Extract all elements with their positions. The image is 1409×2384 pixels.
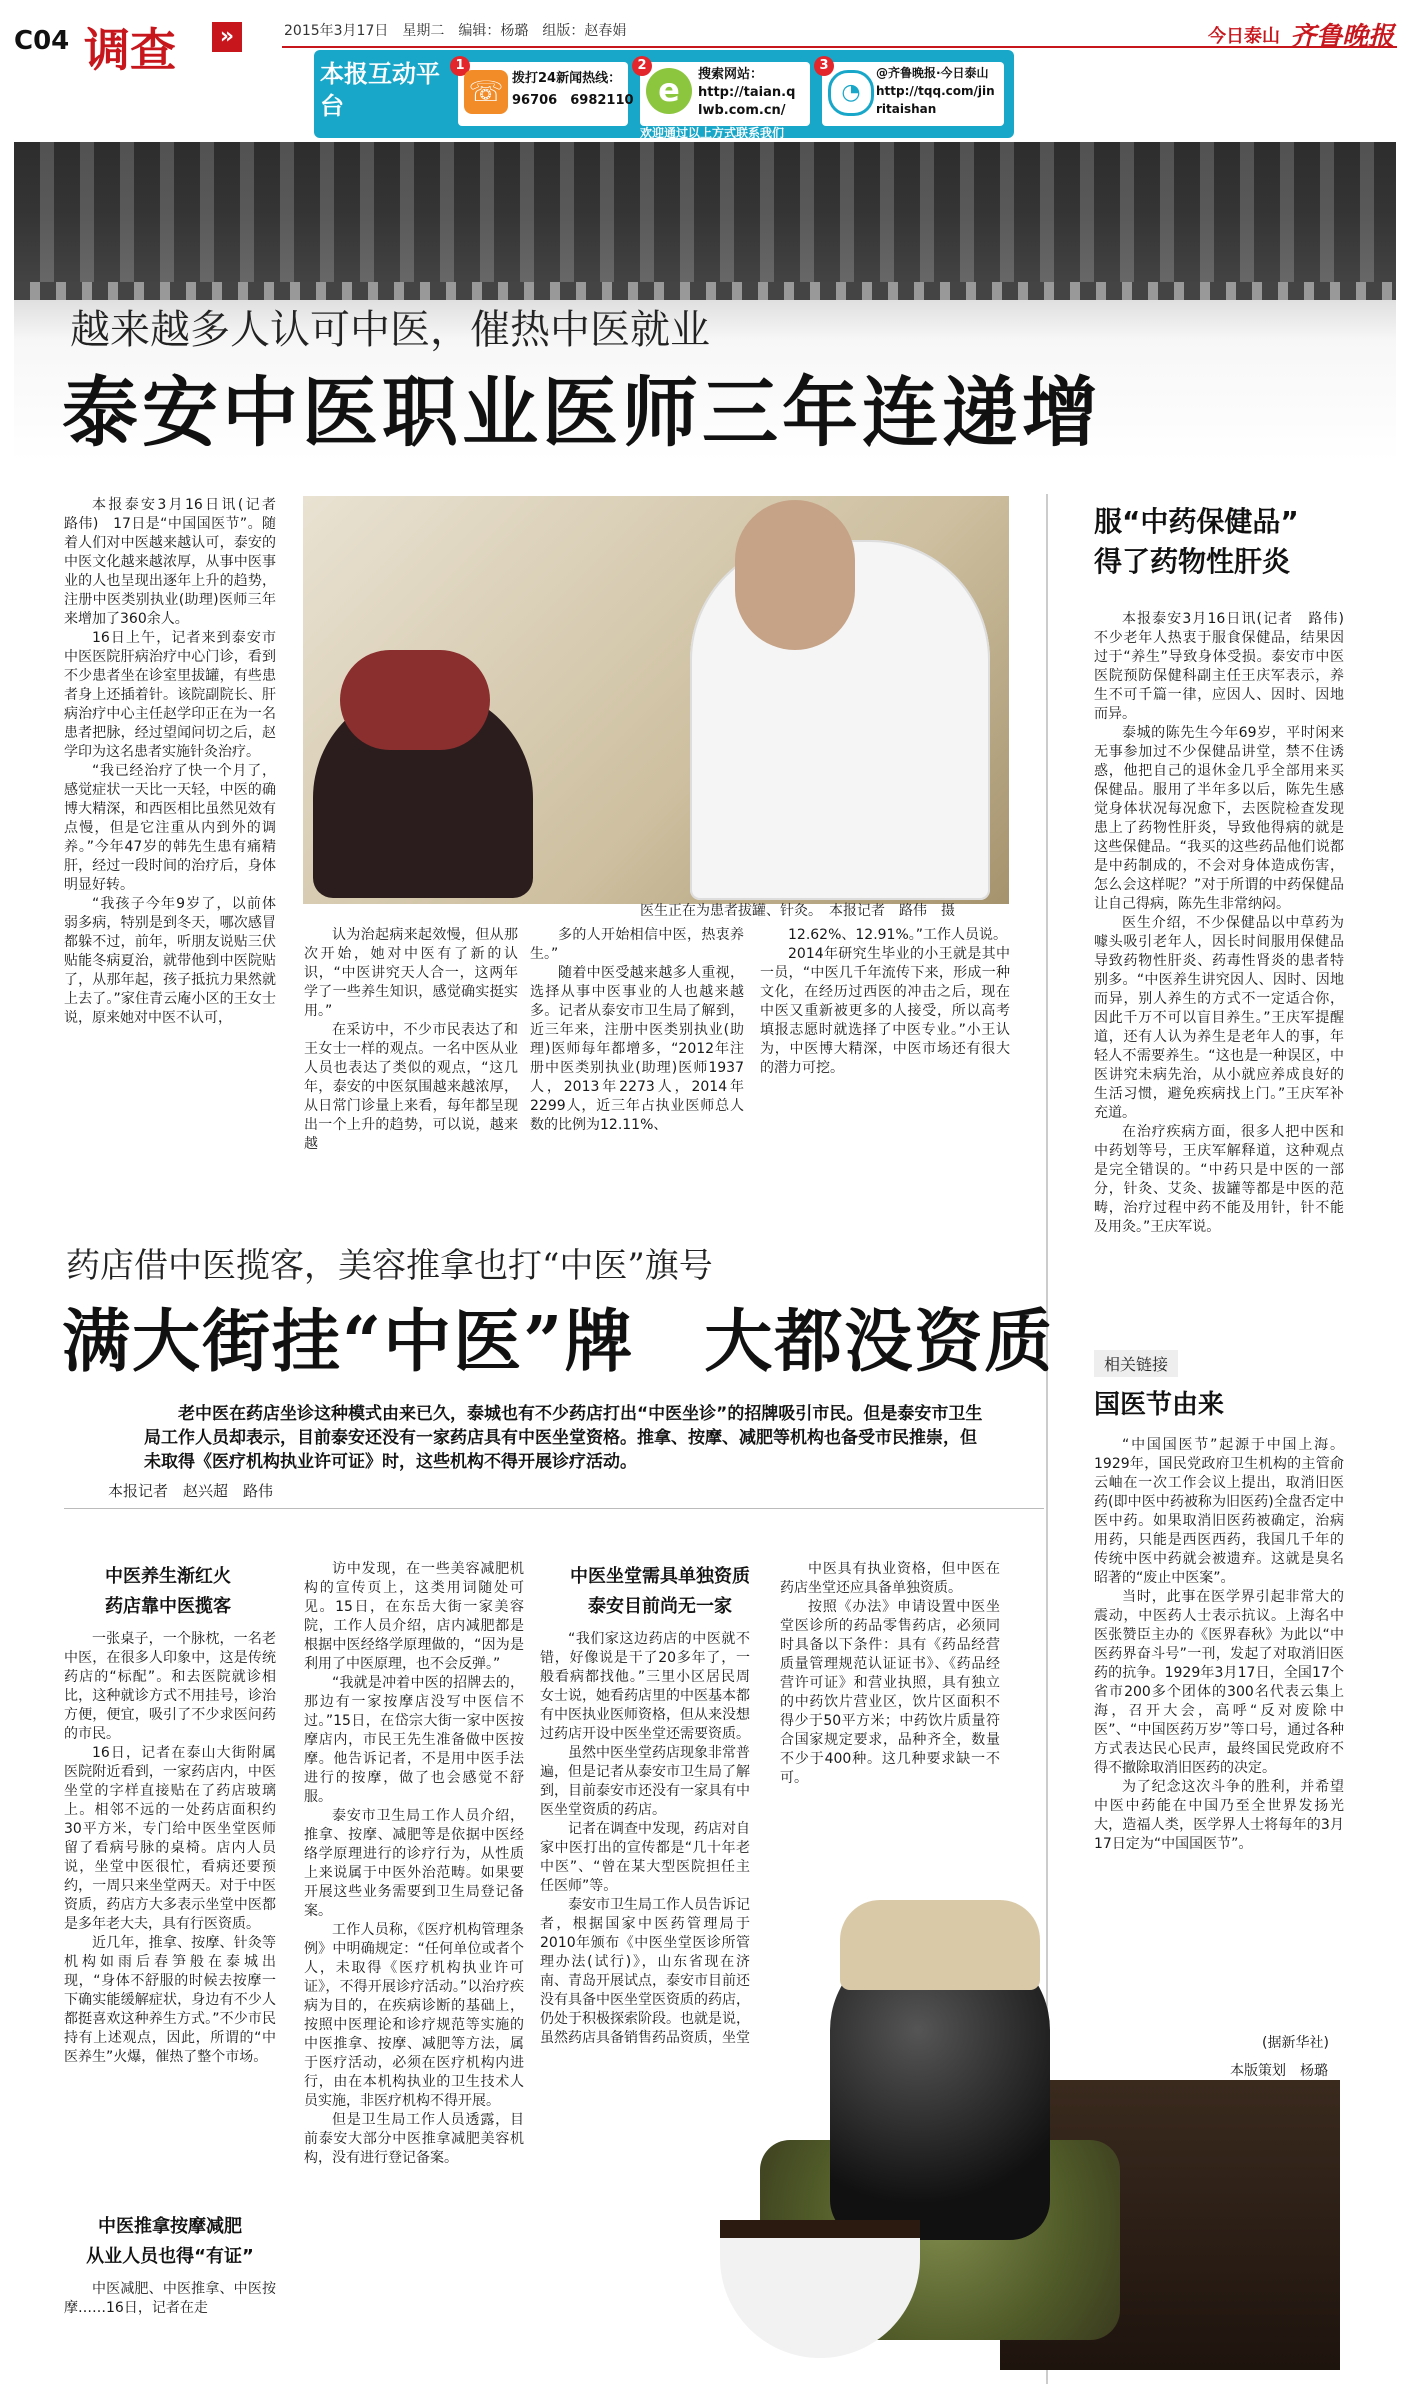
paragraph: 泰安市卫生局工作人员告诉记者，根据国家中医药管理局于2010年颁布《中医坐堂医诊所管理办法(试行)》，山东省现在济南、青岛开展试点，泰安市目前还没有具备中医坐堂医资质的药店，仍处于积极探索阶段。也就是说，虽然药店具备销售药品资质，坐堂 [540, 1897, 750, 2046]
search-url[interactable]: http://taian.qlwb.com.cn/ [698, 85, 796, 118]
article2-subhead-1: 中医养生渐红火 药店靠中医揽客 [105, 1566, 231, 1617]
paragraph: 工作人员称，《医疗机构管理条例》中明确规定：“任何单位或者个人，未取得《医疗机构执业许可证》，不得开展诊疗活动。”以治疗疾病为目的，在疾病诊断的基础上，按照中医理论和诊疗规范等实施的中医推拿、按摩、减肥等方法，属于医疗活动，必须在医疗机构内进行，由在本机构执业的卫生技术人员实施，非医疗机构不得开展。 [304, 1922, 524, 2109]
hotline-label: 拨打24新闻热线： [512, 71, 622, 86]
edition-name: 今日泰山 [1208, 26, 1280, 47]
weibo-handle: @齐鲁晚报·今日泰山 [876, 66, 989, 80]
article1-column-4 [760, 926, 1010, 1176]
article2-lead: 老中医在药店坐诊这种模式由来已久，泰城也有不少药店打出“中医坐诊”的招牌吸引市民。但是泰安市卫生局工作人员却表示，目前泰安还没有一家药店具有中医坐堂资格。推拿、按摩、减肥等机构也备受市民推崇，但未取得《医疗机构执业许可证》时，这些机构不得开展诊疗活动。 [144, 1404, 983, 1472]
article1-column-3 [530, 926, 744, 1176]
article2-kicker: 药店借中医揽客，美容推拿也打“中医”旗号 [66, 1246, 713, 1286]
paragraph: 16日上午，记者来到泰安市中医医院肝病治疗中心门诊，看到不少患者坐在诊室里拔罐，有些患者身上还插着针。该院副院长、肝病治疗中心主任赵学印正在为一名患者把脉，经过望闻问切之后，赵学印为这名患者实施针灸治疗。 [64, 630, 276, 760]
sidebar-body [1094, 610, 1358, 1340]
interaction-title: 本报互动平台 [320, 60, 440, 120]
paragraph: 按照《办法》申请设置中医坐堂医诊所的药品零售药店，必须同时具备以下条件：具有《药品经营质量管理规范认证证书》、《药品经营许可证》和营业执照，具有独立的中药饮片营业区，饮片区面积不得少于50平方米；中药饮片质量符合国家规定要求，品种齐全，数量不少于400种。这几种要求缺一不可。 [780, 1599, 1000, 1786]
paragraph: “我已经治疗了快一个月了，感觉症状一天比一天轻，中医的确博大精深，和西医相比虽然见效有点慢，但是它注重从内到外的调养。”今年47岁的韩先生患有痛精肝，经过一段时间的治疗后，身体明显好转。 [64, 763, 276, 893]
article2-byline: 本报记者 赵兴超 路伟 [108, 1482, 274, 1500]
paragraph: 在采访中，不少市民表达了和王女士一样的观点。一名中医从业人员也表达了类似的观点，“这几年，泰安的中医氛围越来越浓厚，从日常门诊量上来看，每年都呈现出一个上升的趋势，可以说，越来越 [304, 1022, 518, 1152]
web-e-icon: e [646, 68, 692, 114]
issue-meta: 2015年3月17日 星期二 编辑：杨璐 组版：赵春娟 [284, 23, 627, 39]
paragraph: 在治疗疾病方面，很多人把中医和中药划等号，王庆军解释道，这种观点是完全错误的。“中药只是中医的一部分，针灸、艾灸、拔罐等都是中医的范畴，治疗过程中药不能及用针，针不能及用灸。”王庆军说。 [1094, 1124, 1344, 1235]
paragraph: 为了纪念这次斗争的胜利，并希望中医中药能在中国乃至全世界发扬光大，造福人类，医学界人士将每年的3月17日定为“中国国医节”。 [1094, 1779, 1344, 1852]
page-credit: 本版策划 杨璐 [1230, 2063, 1328, 2079]
article2-column-4 [780, 1560, 1000, 1850]
article2-column-1 [64, 1630, 276, 2190]
sidebar-source: (据新华社) [1262, 2035, 1329, 2051]
article1-headline: 泰安中医职业医师三年连递增 [62, 368, 1102, 457]
paragraph: “我孩子今年9岁了，以前体弱多病，特别是到冬天，哪次感冒都躲不过，前年，听朋友说贴三伏贴能冬病夏治，就带他到中医院贴了，从那年起，孩子抵抗力果然就上去了。”家住青云庵小区的王女士说，原来她对中医不认可， [64, 896, 276, 1026]
paragraph: 中医减肥、中医推拿、中医按摩……16日，记者在走 [64, 2281, 276, 2316]
article1-kicker: 越来越多人认可中医，催热中医就业 [70, 307, 710, 353]
article2-subhead-2: 中医推拿按摩减肥 从业人员也得“有证” [86, 2216, 254, 2267]
weibo-url[interactable]: http://tqq.com/jinritaishan [876, 84, 995, 116]
divider [64, 1508, 1044, 1509]
sidebar-body-2 [1094, 1436, 1344, 2026]
paragraph: 本报泰安3月16日讯(记者 路伟) 17日是“中国国医节”。随着人们对中医越来越认可，泰安的中医文化越来越浓厚，从事中医事业的人也呈现出逐年上升的趋势，注册中医类别执业(助理)医师三年来增加了360余人。 [64, 497, 290, 627]
newspaper-logo: 齐鲁晚报 [1290, 22, 1395, 52]
paragraph: 16日，记者在泰山大街附属医院附近看到，一家药店内，中医坐堂的字样直接贴在了药店玻璃上。相邻不远的一处药店面积约30平方米，专门给中医坐堂医师留了看病号脉的桌椅。店内人员说，坐堂中医很忙，看病还要预约，一周只来坐堂两天。对于中医资质，药店方大多表示坐堂中医都是多年老大夫，具有行医资质。 [64, 1745, 276, 1932]
roof-tiles-image [14, 142, 1396, 292]
paragraph: 但是卫生局工作人员透露，目前泰安大部分中医推拿减肥美容机构，没有进行登记备案。 [304, 2112, 524, 2166]
paragraph: 当时，此事在医学界引起非常大的震动，中医药人士表示抗议。上海名中医张赞臣主办的《医界春秋》为此以“中医药界奋斗号”一刊，发起了对取消旧医药的抗争。1929年3月17日，全国17个省市200多个团体的300名代表云集上海，召开大会，高呼“反对废除中医”、“中国医药万岁”等口号，通过各种方式表达民心民声，最终国民党政府不得不撤除取消旧医药的决定。 [1094, 1589, 1344, 1776]
page-number: C04 [14, 26, 70, 56]
doctor-head [735, 500, 855, 650]
article2-headline: 满大街挂“中医”牌 大都没资质 [62, 1302, 1055, 1382]
hotline-numbers[interactable]: 96706 6982110 [512, 93, 634, 108]
paragraph: 近几年，推拿、按摩、针灸等机构如雨后春笋般在泰城出现，“身体不舒服的时候去按摩一下确实能缓解症状，身边有不少人都挺喜欢这种养生方式。”不少市民持有上述观点，因此，所谓的“中医养生”火爆，催热了整个市场。 [64, 1935, 276, 2065]
paragraph: 记者在调查中发现，药店对自家中医打出的宣传都是“几十年老中医”、“曾在某大型医院担任主任医师”等。 [540, 1821, 750, 1894]
paragraph: “中国国医节”起源于中国上海。1929年，国民党政府卫生机构的主管俞云岫在一次工作会议上提出，取消旧医药(即中医中药被称为旧医药)全盘否定中医中药。如果取消旧医药被确定，治病用药，只能是西医西药，我国几千年的传统中医中药就会被遗弃。这就是臭名昭著的“废止中医案”。 [1094, 1437, 1344, 1586]
article2-column-3 [540, 1630, 750, 2190]
sidebar-headline: 服“中药保健品” 得了药物性肝炎 [1094, 505, 1299, 578]
paragraph: 随着中医受越来越多人重视，选择从事中医事业的人也越来越多。记者从泰安市卫生局了解到，近三年来，注册中医类别执业(助理)医师每年都增多，“2012年注册中医类别执业(助理)医师1937人，2013年2273人，2014年2299人，近三年占执业医师总人数的比例为12.11%、 [530, 965, 744, 1133]
paragraph: 泰安市卫生局工作人员介绍，推拿、按摩、减肥等是依据中医经络学原理进行的诊疗行为，从性质上来说属于中医外治范畴。如果要开展这些业务需要到卫生局登记备案。 [304, 1808, 524, 1919]
paragraph: “我就是冲着中医的招牌去的，那边有一家按摩店没写中医信不过。”15日，在岱宗大街一家中医按摩店内，市民王先生准备做中医按摩。他告诉记者，不是用中医手法进行的按摩，做了也会感觉不舒服。 [304, 1675, 524, 1805]
weibo-icon: ◔ [828, 70, 874, 116]
photo-caption: 医生正在为患者拔罐、针灸。 本报记者 路伟 摄 [640, 903, 955, 919]
step-2-badge: 2 [632, 56, 652, 76]
article2-column-2 [304, 1560, 524, 2320]
paragraph: 医生介绍，不少保健品以中草药为噱头吸引老年人，因长时间服用保健品导致药物性肝炎、药毒性肾炎的患者特别多。“中医养生讲究因人、因时、因地而异，别人养生的方式不一定适合你，因此千万不可以盲目养生。”王庆军提醒道，还有人认为养生是老年人的事，年轻人不需要养生。“这也是一种误区，中医讲究未病先治，从小就应养成良好的生活习惯，避免疾病找上门。”王庆军补充道。 [1094, 915, 1344, 1121]
patient-hair [340, 650, 490, 750]
related-links-tag: 相关链接 [1094, 1350, 1178, 1377]
paragraph: 泰城的陈先生今年69岁，平时闲来无事参加过不少保健品讲堂，禁不住诱惑，他把自己的退休金几乎全部用来买保健品。服用了半年多以后，陈先生感觉身体状况每况愈下，去医院检查发现患上了药物性肝炎，导致他得病的就是这些保健品。“我买的这些药品他们说都是中药制成的，不会对身体造成伤害，怎么会这样呢？”对于所谓的中药保健品让自己得病，陈先生非常纳闷。 [1094, 725, 1344, 912]
paragraph: “我们家这边药店的中医就不错，好像说是干了20多年了，一般看病都找他。”三里小区居民周女士说，她看药店里的中医基本都有中医执业医师资格，但从来没想过药店开设中医坐堂还需要资质。 [540, 1631, 750, 1742]
sidebar-headline-2: 国医节由来 [1094, 1390, 1225, 1420]
pot-cloth-cover [840, 1900, 1040, 1990]
section-title: 调查 [84, 23, 176, 77]
paragraph: 本报泰安3月16日讯(记者 路伟) 不少老年人热衷于服食保健品，结果因过于“养生”导致身体受损。泰安市中医医院预防保健科副主任王庆军表示，养生不可千篇一律，应因人、因时、因地而异。 [1094, 611, 1358, 722]
section-arrow-icon: » [212, 22, 242, 52]
paragraph: 12.62%、12.91%。”工作人员说。 [788, 927, 1008, 943]
step-3-badge: 3 [814, 56, 834, 76]
paragraph: 多的人开始相信中医，热衷养生。” [530, 927, 744, 962]
paragraph: 访中发现，在一些美容减肥机构的宣传页上，这类用词随处可见。15日，在东岳大街一家美容院，工作人员介绍，店内减肥都是根据中医经络学原理做的，“因为是利用了中医原理，也不会反弹。” [304, 1561, 524, 1672]
paragraph: 认为治起病来起效慢，但从那次开始，她对中医有了新的认识，“中医讲究天人合一，这两年学了一些养生知识，感觉确实挺实用。” [304, 927, 518, 1019]
search-label: 搜索网站： [698, 67, 764, 82]
phone-icon: ☏ [464, 70, 508, 114]
paragraph: 2014年研究生毕业的小王就是其中一员，“中医几千年流传下来，形成一种文化，在经历过西医的冲击之后，现在中医又重新被更多的人接受，所以高考填报志愿时就选择了中医专业。”小王认为，中医博大精深，中医市场还有很大的潜力可挖。 [760, 946, 1010, 1076]
article2-column-1b [64, 2280, 276, 2320]
article1-column-1 [64, 496, 290, 1176]
paragraph: 中医具有执业资格，但中医在药店坐堂还应具备单独资质。 [780, 1561, 1000, 1596]
article2-subhead-3: 中医坐堂需具单独资质 泰安目前尚无一家 [570, 1566, 750, 1617]
paragraph: 一张桌子，一个脉枕，一名老中医，在很多人印象中，这是传统药店的“标配”。和去医院就诊相比，这种就诊方式不用挂号，诊治方便，便宜，吸引了不少求医问药的市民。 [64, 1631, 276, 1742]
interaction-note: 欢迎通过以上方式联系我们 [640, 126, 785, 140]
article1-column-2 [304, 926, 518, 1176]
step-1-badge: 1 [450, 56, 470, 76]
paragraph: 虽然中医坐堂药店现象非常普遍，但是记者从泰安市卫生局了解到，目前泰安市还没有一家具有中医坐堂资质的药店。 [540, 1745, 750, 1818]
